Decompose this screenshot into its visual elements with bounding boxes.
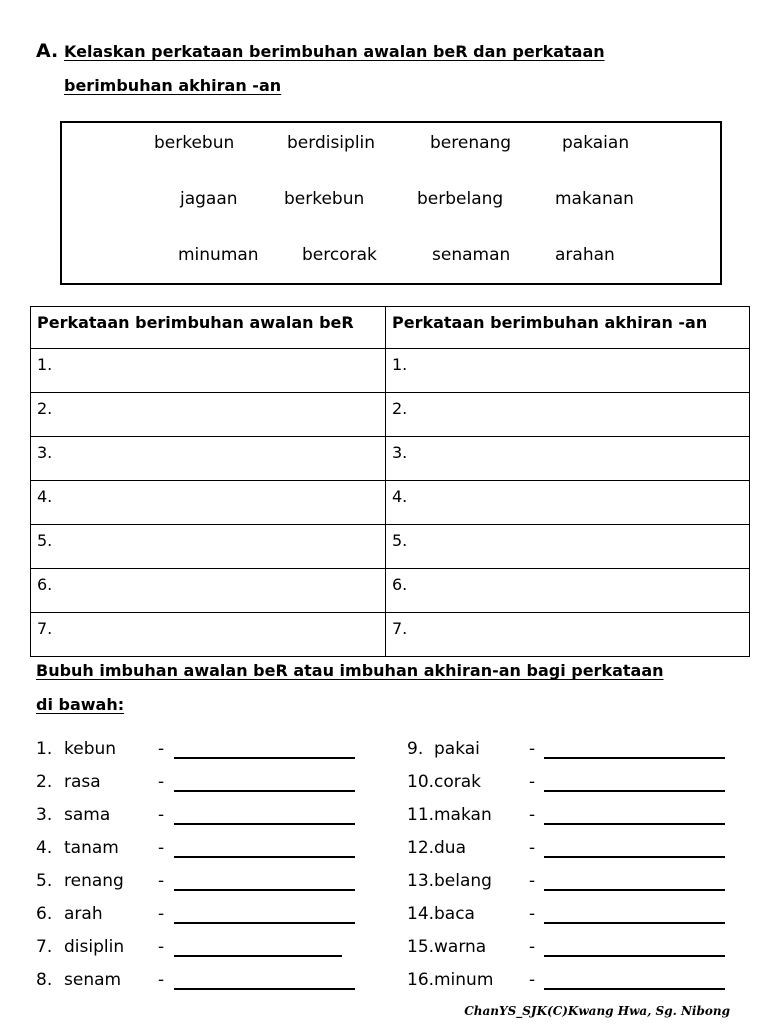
header-akhiran-an: Perkataan berimbuhan akhiran -an — [386, 307, 750, 349]
instruction-line-2: berimbuhan akhiran -an — [64, 76, 282, 95]
item-dash: - — [529, 970, 536, 990]
table-cell-awalan[interactable]: 2. — [31, 393, 386, 437]
answer-blank[interactable] — [544, 790, 725, 792]
exercise-item — [36, 970, 361, 994]
table-cell-awalan[interactable]: 6. — [31, 569, 386, 613]
item-number: 9. — [407, 739, 424, 759]
exercise-item — [36, 739, 361, 763]
exercise-item — [36, 838, 361, 862]
item-word: renang — [64, 871, 124, 891]
table-row — [31, 525, 750, 569]
section-b-instruction-1: Bubuh imbuhan awalan beR atau imbuhan akhiran-an bagi perkataan — [36, 661, 664, 680]
answer-blank[interactable] — [174, 922, 355, 924]
item-number: 2. — [36, 772, 53, 792]
word-item: makanan — [555, 189, 634, 209]
item-number: 1. — [36, 739, 53, 759]
item-word: rasa — [64, 772, 101, 792]
item-word: sama — [64, 805, 111, 825]
table-cell-akhiran[interactable]: 7. — [386, 613, 750, 657]
exercise-item — [407, 871, 727, 895]
item-dash: - — [529, 937, 536, 957]
table-row — [31, 393, 750, 437]
word-item: berenang — [430, 133, 512, 153]
item-dash: - — [529, 904, 536, 924]
table-cell-awalan[interactable]: 4. — [31, 481, 386, 525]
item-number: 6. — [36, 904, 53, 924]
answer-blank[interactable] — [174, 889, 355, 891]
word-item: bercorak — [302, 245, 377, 265]
answer-blank[interactable] — [174, 823, 355, 825]
item-word: makan — [434, 805, 492, 825]
word-item: minuman — [178, 245, 259, 265]
item-dash: - — [529, 805, 536, 825]
item-word: pakai — [434, 739, 480, 759]
header-awalan-ber: Perkataan berimbuhan awalan beR — [31, 307, 386, 349]
exercise-item — [407, 739, 727, 763]
exercise-item — [407, 937, 727, 961]
answer-blank[interactable] — [544, 922, 725, 924]
item-word: minum — [434, 970, 494, 990]
exercise-item — [36, 937, 361, 961]
answer-blank[interactable] — [544, 757, 725, 759]
exercise-item — [407, 772, 727, 796]
item-dash: - — [529, 739, 536, 759]
word-item: arahan — [555, 245, 615, 265]
author-credit: ChanYS_SJK(C)Kwang Hwa, Sg. Nibong — [464, 1004, 730, 1018]
word-item: jagaan — [180, 189, 238, 209]
exercise-item — [407, 838, 727, 862]
item-number: 4. — [36, 838, 53, 858]
answer-blank[interactable] — [174, 856, 355, 858]
section-b-instruction-2: di bawah: — [36, 695, 125, 714]
item-dash: - — [158, 838, 165, 858]
classification-table — [30, 306, 750, 657]
answer-blank[interactable] — [544, 856, 725, 858]
item-word: senam — [64, 970, 122, 990]
item-word: dua — [434, 838, 466, 858]
item-number: 8. — [36, 970, 53, 990]
table-cell-akhiran[interactable]: 5. — [386, 525, 750, 569]
table-row — [31, 349, 750, 393]
answer-blank[interactable] — [174, 757, 355, 759]
answer-blank[interactable] — [174, 790, 355, 792]
exercise-item — [407, 805, 727, 829]
table-row — [31, 613, 750, 657]
item-number: 7. — [36, 937, 53, 957]
answer-blank[interactable] — [544, 955, 725, 957]
item-word: corak — [434, 772, 481, 792]
answer-blank[interactable] — [174, 955, 342, 957]
word-item: berkebun — [154, 133, 235, 153]
item-number: 15. — [407, 937, 435, 957]
item-word: baca — [434, 904, 475, 924]
table-cell-akhiran[interactable]: 3. — [386, 437, 750, 481]
table-header-row — [31, 307, 750, 349]
item-dash: - — [158, 805, 165, 825]
item-dash: - — [529, 871, 536, 891]
item-number: 5. — [36, 871, 53, 891]
item-number: 12. — [407, 838, 435, 858]
table-row — [31, 569, 750, 613]
exercise-item — [407, 970, 727, 994]
table-cell-akhiran[interactable]: 4. — [386, 481, 750, 525]
table-cell-akhiran[interactable]: 1. — [386, 349, 750, 393]
exercise-item — [36, 805, 361, 829]
table-cell-awalan[interactable]: 7. — [31, 613, 386, 657]
exercise-item — [407, 904, 727, 928]
word-item: pakaian — [562, 133, 630, 153]
word-box — [60, 121, 722, 285]
table-row — [31, 481, 750, 525]
answer-blank[interactable] — [544, 988, 725, 990]
answer-blank[interactable] — [174, 988, 355, 990]
exercise-item — [36, 871, 361, 895]
item-word: tanam — [64, 838, 119, 858]
item-word: arah — [64, 904, 103, 924]
table-cell-akhiran[interactable]: 6. — [386, 569, 750, 613]
table-row — [31, 437, 750, 481]
item-word: warna — [434, 937, 487, 957]
item-number: 13. — [407, 871, 435, 891]
table-cell-akhiran[interactable]: 2. — [386, 393, 750, 437]
word-item: berkebun — [284, 189, 365, 209]
word-item: senaman — [432, 245, 511, 265]
word-item: berbelang — [417, 189, 504, 209]
section-letter: A. — [36, 40, 59, 62]
answer-blank[interactable] — [544, 823, 725, 825]
item-number: 14. — [407, 904, 435, 924]
item-dash: - — [529, 772, 536, 792]
table-cell-awalan[interactable]: 3. — [31, 437, 386, 481]
table-cell-awalan[interactable]: 5. — [31, 525, 386, 569]
item-word: belang — [434, 871, 492, 891]
item-number: 10. — [407, 772, 435, 792]
item-word: disiplin — [64, 937, 125, 957]
item-dash: - — [158, 970, 165, 990]
exercise-item — [36, 772, 361, 796]
item-dash: - — [158, 772, 165, 792]
answer-blank[interactable] — [544, 889, 725, 891]
item-dash: - — [158, 937, 165, 957]
instruction-line-1: Kelaskan perkataan berimbuhan awalan beR dan perkataan — [64, 42, 605, 61]
item-dash: - — [158, 904, 165, 924]
exercise-item — [36, 904, 361, 928]
table-cell-awalan[interactable]: 1. — [31, 349, 386, 393]
item-dash: - — [158, 871, 165, 891]
item-dash: - — [158, 739, 165, 759]
word-item: berdisiplin — [287, 133, 376, 153]
item-word: kebun — [64, 739, 117, 759]
item-dash: - — [529, 838, 536, 858]
item-number: 3. — [36, 805, 53, 825]
item-number: 11. — [407, 805, 435, 825]
item-number: 16. — [407, 970, 435, 990]
